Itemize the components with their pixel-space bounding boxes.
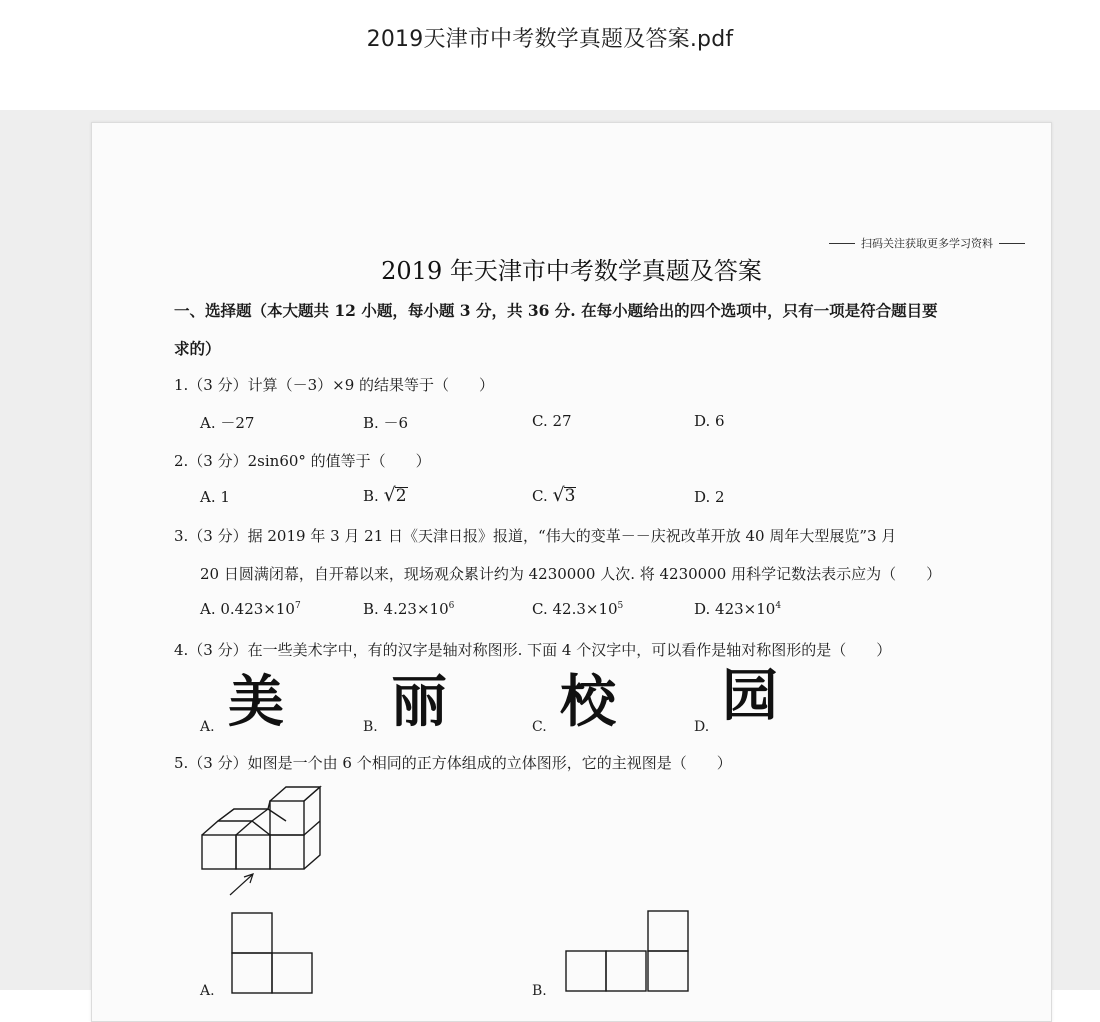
q2-option-d[interactable]: D. 2 [694,488,725,506]
radicand-3: 3 [564,486,576,506]
q3-option-b[interactable] [363,600,454,618]
q2-option-c-letter: C. [532,487,548,505]
q3-option-a-exp: 7 [294,601,301,611]
question-2-text: 2.（3 分）2sin60° 的值等于（ ） [174,452,431,470]
q3-option-d[interactable] [694,600,781,618]
cube-solid-figure [200,785,330,897]
qr-note [829,235,1025,251]
q3-option-c[interactable] [532,600,623,618]
q4-option-c-letter: C. [532,719,547,735]
dash-left [829,243,855,244]
document-title: 2019天津市中考数学真题及答案.pdf [366,27,734,52]
q2-option-b[interactable] [363,486,408,505]
radical-sign: √ [383,484,396,506]
section-heading-line1: 一、选择题（本大题共 12 小题，每小题 3 分，共 36 分. 在每小题给出的四个选项中，只有一项是符合题目要 [174,301,938,320]
q2-option-b-letter: B. [363,487,379,505]
q4-option-d-char: 园 [722,664,778,729]
q5-option-b-letter[interactable]: B. [532,983,547,999]
exam-title: 2019 年天津市中考数学真题及答案 [381,257,762,285]
pdf-viewer[interactable] [0,110,1100,999]
q4-option-c-char: 校 [560,670,616,735]
pdf-page [91,122,1052,1022]
q5-option-a-figure [230,911,320,1021]
q1-option-d[interactable]: D. 6 [694,412,725,430]
question-3-text-line1: 3.（3 分）据 2019 年 3 月 21 日《天津日报》报道，“伟大的变革－－庆祝改革开放 40 周年大型展览”3 月 [174,527,897,545]
q3-option-a[interactable] [200,600,301,618]
radicand-2: 2 [395,486,407,506]
q3-option-b-exp: 6 [448,601,455,611]
q3-option-c-exp: 5 [617,601,624,611]
qr-note-text: 扫码关注获取更多学习资料 [861,237,993,250]
q4-option-a-char: 美 [228,670,284,735]
q5-option-a-letter[interactable]: A. [200,983,215,999]
q1-option-c[interactable]: C. 27 [532,412,572,430]
q3-option-d-exp: 4 [775,601,782,611]
q1-option-a[interactable]: A. －27 [200,414,255,432]
q3-option-b-coef: B. 4.23×10 [363,600,449,618]
q2-option-a[interactable]: A. 1 [200,488,230,506]
q5-option-b-figure [564,909,696,1019]
question-4-text: 4.（3 分）在一些美术字中，有的汉字是轴对称图形. 下面 4 个汉字中，可以看作是轴对称图形的是（ ） [174,641,892,659]
q1-option-b[interactable]: B. －6 [363,414,409,432]
q4-option-d-letter: D. [694,719,710,735]
title-bar [0,0,1100,110]
sqrt-2 [384,486,408,505]
q4-option-b-letter: B. [363,719,378,735]
q3-option-c-coef: C. 42.3×10 [532,600,618,618]
question-3-text-line2: 20 日圆满闭幕，自开幕以来，现场观众累计约为 4230000 人次. 将 4230000 用科学记数法表示应为（ ） [200,565,942,583]
question-5-text: 5.（3 分）如图是一个由 6 个相同的正方体组成的立体图形，它的主视图是（ ） [174,754,732,772]
q4-option-a-letter: A. [200,719,215,735]
dash-right [999,243,1025,244]
q3-option-d-coef: D. 423×10 [694,600,776,618]
sqrt-3 [553,486,577,505]
question-1-text: 1.（3 分）计算（－3）×9 的结果等于（ ） [174,376,495,394]
q2-option-c[interactable] [532,486,576,505]
section-heading-line2: 求的） [174,339,221,358]
q4-option-b-char: 丽 [391,670,447,735]
q3-option-a-coef: A. 0.423×10 [200,600,295,618]
radical-sign: √ [552,484,565,506]
